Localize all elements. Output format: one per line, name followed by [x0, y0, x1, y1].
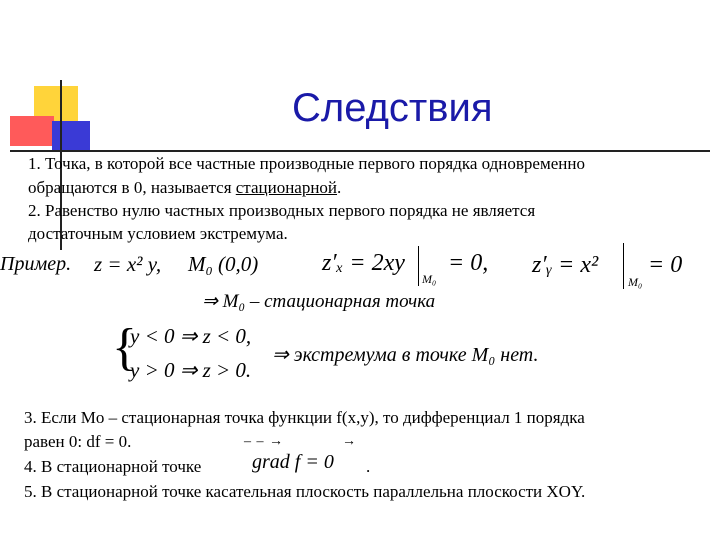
example-point: M₀ (0,0)	[188, 252, 259, 276]
example-label: Пример.	[0, 253, 72, 275]
zero-vector-arrow: →	[342, 434, 356, 449]
grad-vector-arrow: – – →	[244, 434, 284, 449]
item1-suffix: .	[337, 178, 342, 197]
item2-line1: 2. Равенство нулю частных производных первого порядка не является	[28, 201, 536, 220]
subscript-m0-x: M₀	[422, 272, 437, 286]
term-stationary: стационарной	[235, 178, 338, 197]
item3-line2: равен 0: df = 0.	[24, 432, 132, 451]
item1-line2	[28, 176, 341, 200]
item4-text: 4. В стационарной точке	[24, 457, 202, 476]
item1-prefix: обращаются в 0, называется	[28, 178, 236, 197]
case-positive: y > 0 ⇒ z > 0.	[130, 358, 252, 382]
item3-line1: 3. Если Mo – стационарная точка функции f(x,y), то дифференциал 1 порядка	[24, 408, 585, 427]
no-extremum-conclusion: ⇒ экстремума в точке M₀ нет.	[272, 344, 539, 366]
example-function: z = x² y,	[94, 252, 162, 276]
grad-formula: grad f = 0	[252, 451, 334, 473]
system-brace: {	[112, 319, 137, 376]
item1-line1: 1. Точка, в которой все частные производные первого порядка одновременно	[28, 154, 585, 173]
derivative-y: z′ᵧ = x²	[532, 252, 599, 278]
item5-text: 5. В стационарной точке касательная плоскость параллельна плоскости XOY.	[24, 482, 586, 501]
item4-tail: .	[366, 457, 371, 476]
derivative-x-tail: = 0,	[448, 250, 489, 276]
subscript-m0-y: M₀	[628, 275, 643, 289]
item2-line2: достаточным условием экстремума.	[28, 224, 288, 243]
stationary-statement: ⇒ M₀ – стационарная точка	[202, 291, 436, 312]
evaluation-bar-y	[623, 243, 624, 289]
slide-title: Следствия	[292, 86, 493, 130]
case-negative: y < 0 ⇒ z < 0,	[130, 324, 252, 348]
decor-blue-square	[52, 121, 90, 151]
evaluation-bar-x	[418, 246, 419, 286]
derivative-y-tail: = 0	[648, 252, 683, 278]
derivative-x: z′ₓ = 2xy	[322, 250, 405, 276]
decor-red-square	[10, 116, 54, 146]
